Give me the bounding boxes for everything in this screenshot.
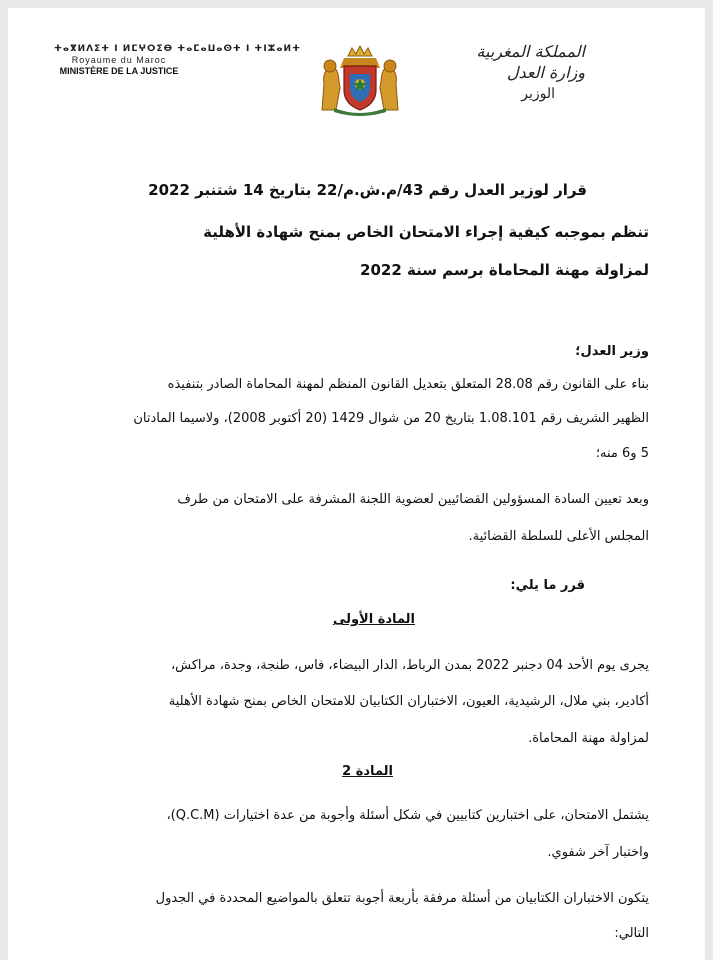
- ministry-fr: MINISTÈRE DE LA JUSTICE: [59, 66, 179, 76]
- decides-heading: قرر ما يلي:: [510, 578, 585, 593]
- article-2-line3: يتكون الاختباران الكتابيان من أسئلة مرفقة بأربعة أجوبة تتعلق بالمواضيع المحددة في الجدول: [155, 891, 649, 906]
- preamble-p1-line3: 5 و6 منه؛: [595, 446, 649, 461]
- article-1-line2: أكادير، بني ملال، الرشيدية، العيون، الاختباران الكتابيان للامتحان الخاص بمنح شهادة الأهلية: [168, 694, 649, 709]
- article-1-heading: المادة الأولى: [332, 612, 415, 627]
- article-2-line1: يشتمل الامتحان، على اختبارين كتابيين في شكل أسئلة وأجوبة من عدة اختيارات (Q.C.M)،: [166, 808, 649, 823]
- preamble-p1-line1: بناء على القانون رقم 28.08 المتعلق بتعديل القانون المنظم لمهنة المحاماة الصادر بتنفيذه: [167, 377, 649, 392]
- header-left: [54, 44, 301, 77]
- royal-coat-of-arms-icon: [314, 44, 406, 116]
- tifinagh-text: ⵜⴰⴳⵍⴷⵉⵜ ⵏ ⵍⵎⵖⵔⵉⴱ ⵜⴰⵎⴰⵡⴰⵙⵜ ⵏ ⵜⵏⵣⴰⵍⵜ: [54, 44, 301, 54]
- article-2-heading: المادة 2: [342, 764, 393, 779]
- minister-heading: وزير العدل؛: [575, 344, 649, 359]
- preamble-p2-line2: المجلس الأعلى للسلطة القضائية.: [468, 529, 649, 544]
- kingdom-fr: Royaume du Maroc: [71, 55, 167, 65]
- article-1-line3: لمزاولة مهنة المحاماة.: [528, 731, 649, 746]
- decision-title-line1: قرار لوزير العدل رقم 43/م.ش.م/22 بتاريخ 14 شتنبر 2022: [148, 181, 587, 199]
- minister-ar: الوزير: [521, 86, 555, 102]
- article-1-line1: يجرى يوم الأحد 04 دجنبر 2022 بمدن الرباط، الدار البيضاء، فاس، طنجة، وجدة، مراكش،: [170, 658, 649, 673]
- article-2-line2: واختبار آخر شفوي.: [547, 845, 649, 860]
- decision-title-line2: تنظم بموجبه كيفية إجراء الامتحان الخاص بمنح شهادة الأهلية: [203, 223, 649, 241]
- kingdom-ar: المملكة المغربية: [476, 42, 585, 61]
- decision-title-line3: لمزاولة مهنة المحاماة برسم سنة 2022: [360, 261, 649, 279]
- article-2-line4: التالي:: [614, 926, 649, 941]
- header-right: [435, 42, 585, 104]
- preamble-p1-line2: الظهير الشريف رقم 1.08.101 بتاريخ 20 من شوال 1429 (20 أكتوبر 2008)، ولاسيما المادتان: [133, 411, 649, 426]
- ministry-ar: وزارة العدل: [506, 63, 585, 82]
- preamble-p2-line1: وبعد تعيين السادة المسؤولين القضائيين لعضوية اللجنة المشرفة على الامتحان من طرف: [177, 492, 649, 507]
- document-page: [8, 8, 705, 960]
